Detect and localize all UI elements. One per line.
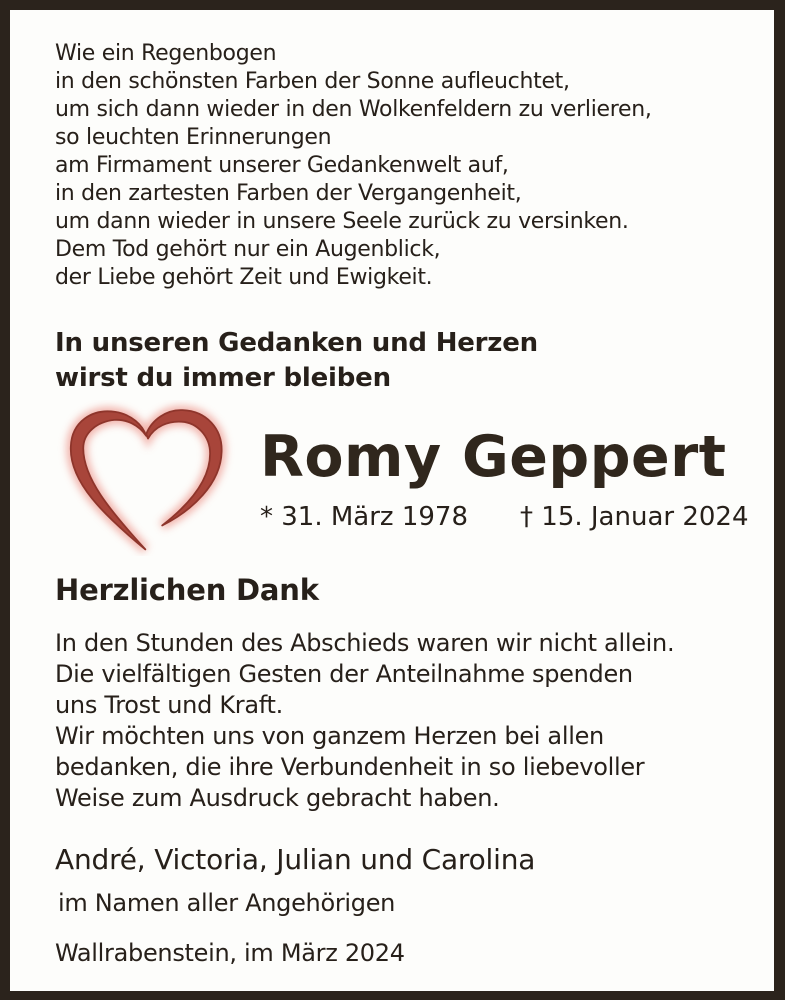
obituary-content [10, 10, 774, 991]
poem-line: Wie ein Regenbogen [55, 41, 277, 66]
life-dates [260, 500, 749, 534]
deceased-name-block [260, 422, 727, 492]
poem-line: Dem Tod gehört nur ein Augenblick, [55, 237, 441, 262]
poem-line: um dann wieder in unsere Seele zurück zu versinken. [55, 209, 629, 234]
thanks-line: Weise zum Ausdruck gebracht haben. [55, 784, 500, 812]
poem-line: in den zartesten Farben der Vergangenheit, [55, 181, 522, 206]
tribute-line: wirst du immer bleiben [55, 363, 391, 393]
birth-date: * 31. März 1978 [260, 502, 469, 532]
death-date: † 15. Januar 2024 [520, 502, 749, 532]
thanks-heading: Herzlichen Dank [55, 573, 319, 607]
family-names: André, Victoria, Julian und Carolina [55, 843, 536, 876]
poem-line: um sich dann wieder in den Wolkenfeldern zu verlieren, [55, 97, 652, 122]
tribute-block [55, 326, 538, 396]
tribute-line: In unseren Gedanken und Herzen [55, 328, 538, 358]
heart-glow [71, 410, 222, 549]
thanks-line: uns Trost und Kraft. [55, 691, 283, 719]
poem-line: so leuchten Erinnerungen [55, 125, 332, 150]
poem-line: der Liebe gehört Zeit und Ewigkeit. [55, 265, 433, 290]
poem-block [55, 40, 652, 292]
poem-line: am Firmament unserer Gedankenwelt auf, [55, 153, 509, 178]
deceased-name: Romy Geppert [260, 424, 727, 490]
thanks-line: bedanken, die ihre Verbundenheit in so liebevoller [55, 753, 645, 781]
thanks-paragraph [55, 628, 674, 814]
brush-stroke-heart-icon [46, 400, 250, 556]
place-date: Wallrabenstein, im März 2024 [55, 939, 405, 967]
thanks-line: Wir möchten uns von ganzem Herzen bei allen [55, 722, 604, 750]
thanks-line: In den Stunden des Abschieds waren wir nicht allein. [55, 629, 675, 657]
thanks-line: Die vielfältigen Gesten der Anteilnahme spenden [55, 660, 633, 688]
obituary-page [10, 10, 774, 991]
poem-line: in den schönsten Farben der Sonne aufleuchtet, [55, 69, 570, 94]
family-subline: im Namen aller Angehörigen [58, 889, 396, 917]
